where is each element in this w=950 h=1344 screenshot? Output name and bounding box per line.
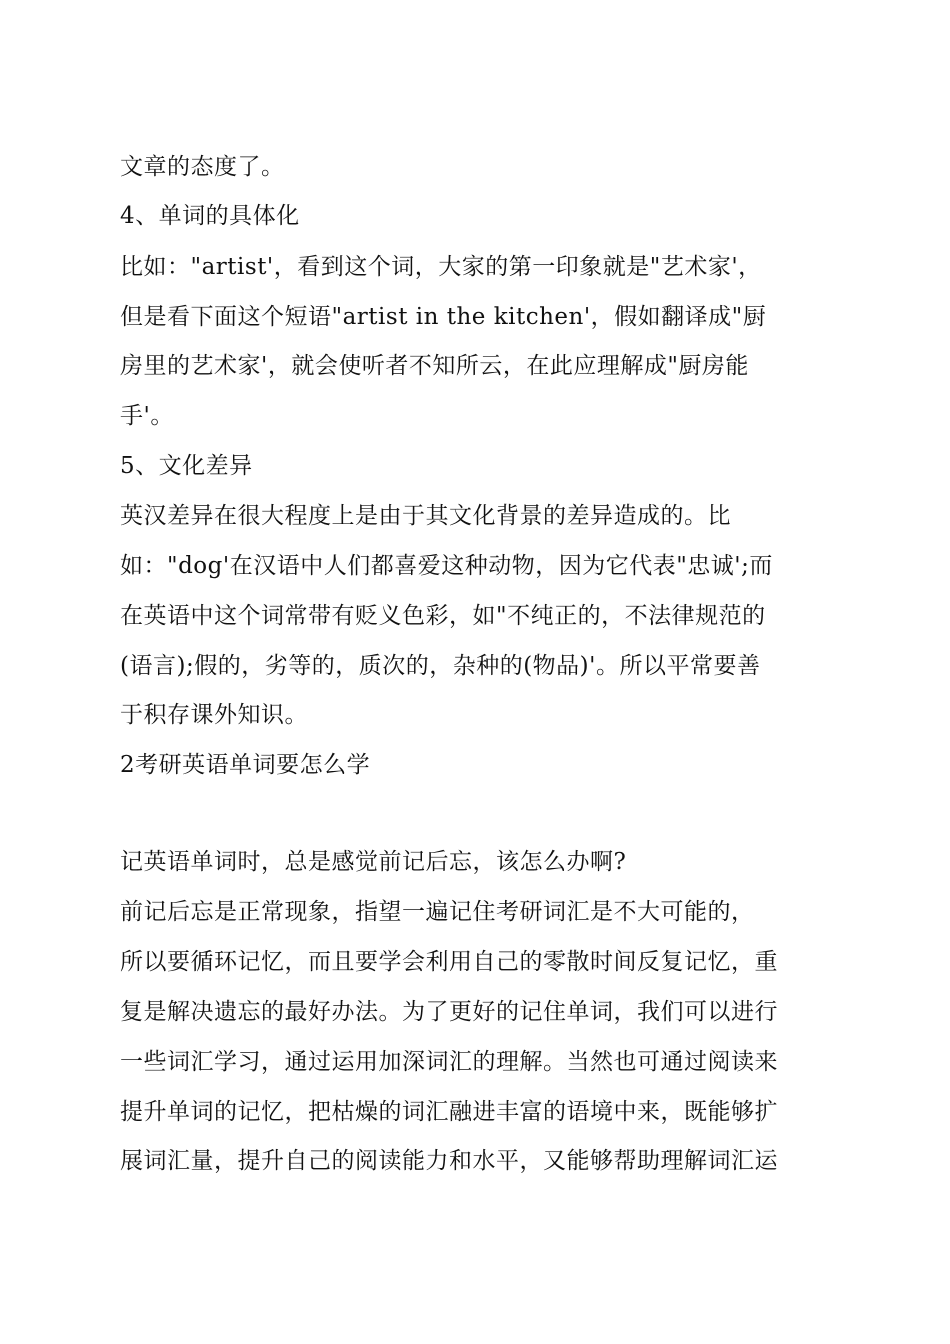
text-line: 前记后忘是正常现象，指望一遍记住考研词汇是不大可能的，: [120, 899, 755, 925]
text-line: 比如："artist'，看到这个词，大家的第一印象就是"艺术家'，: [120, 254, 762, 280]
text-line: 但是看下面这个短语"artist in the kitchen'，假如翻译成"厨: [120, 304, 767, 330]
text-line: (语言);假的，劣等的，质次的，杂种的(物品)'。所以平常要善: [120, 653, 761, 679]
text-line: 一些词汇学习，通过运用加深词汇的理解。当然也可通过阅读来: [120, 1049, 778, 1075]
text-line: 复是解决遗忘的最好办法。为了更好的记住单词，我们可以进行: [120, 999, 778, 1025]
text-line: 提升单词的记忆，把枯燥的词汇融进丰富的语境中来，既能够扩: [120, 1099, 778, 1125]
text-line: 于积存课外知识。: [120, 702, 308, 728]
text-line: 所以要循环记忆，而且要学会利用自己的零散时间反复记忆，重: [120, 949, 778, 975]
section-title: 2考研英语单词要怎么学: [120, 752, 371, 778]
text-line: 记英语单词时，总是感觉前记后忘，该怎么办啊?: [120, 849, 627, 875]
text-line: 手'。: [120, 403, 174, 429]
section-heading: 5、文化差异: [120, 453, 253, 479]
section-heading: 4、单词的具体化: [120, 203, 300, 229]
text-line: 在英语中这个词常带有贬义色彩，如"不纯正的，不法律规范的: [120, 603, 766, 629]
text-line: 文章的态度了。: [120, 154, 285, 180]
text-line: 英汉差异在很大程度上是由于其文化背景的差异造成的。比: [120, 503, 731, 529]
text-line: 如："dog'在汉语中人们都喜爱这种动物，因为它代表"忠诚';而: [120, 553, 773, 579]
text-line: 展词汇量，提升自己的阅读能力和水平，又能够帮助理解词汇运: [120, 1148, 778, 1174]
text-line: 房里的艺术家'，就会使听者不知所云，在此应理解成"厨房能: [120, 353, 749, 379]
